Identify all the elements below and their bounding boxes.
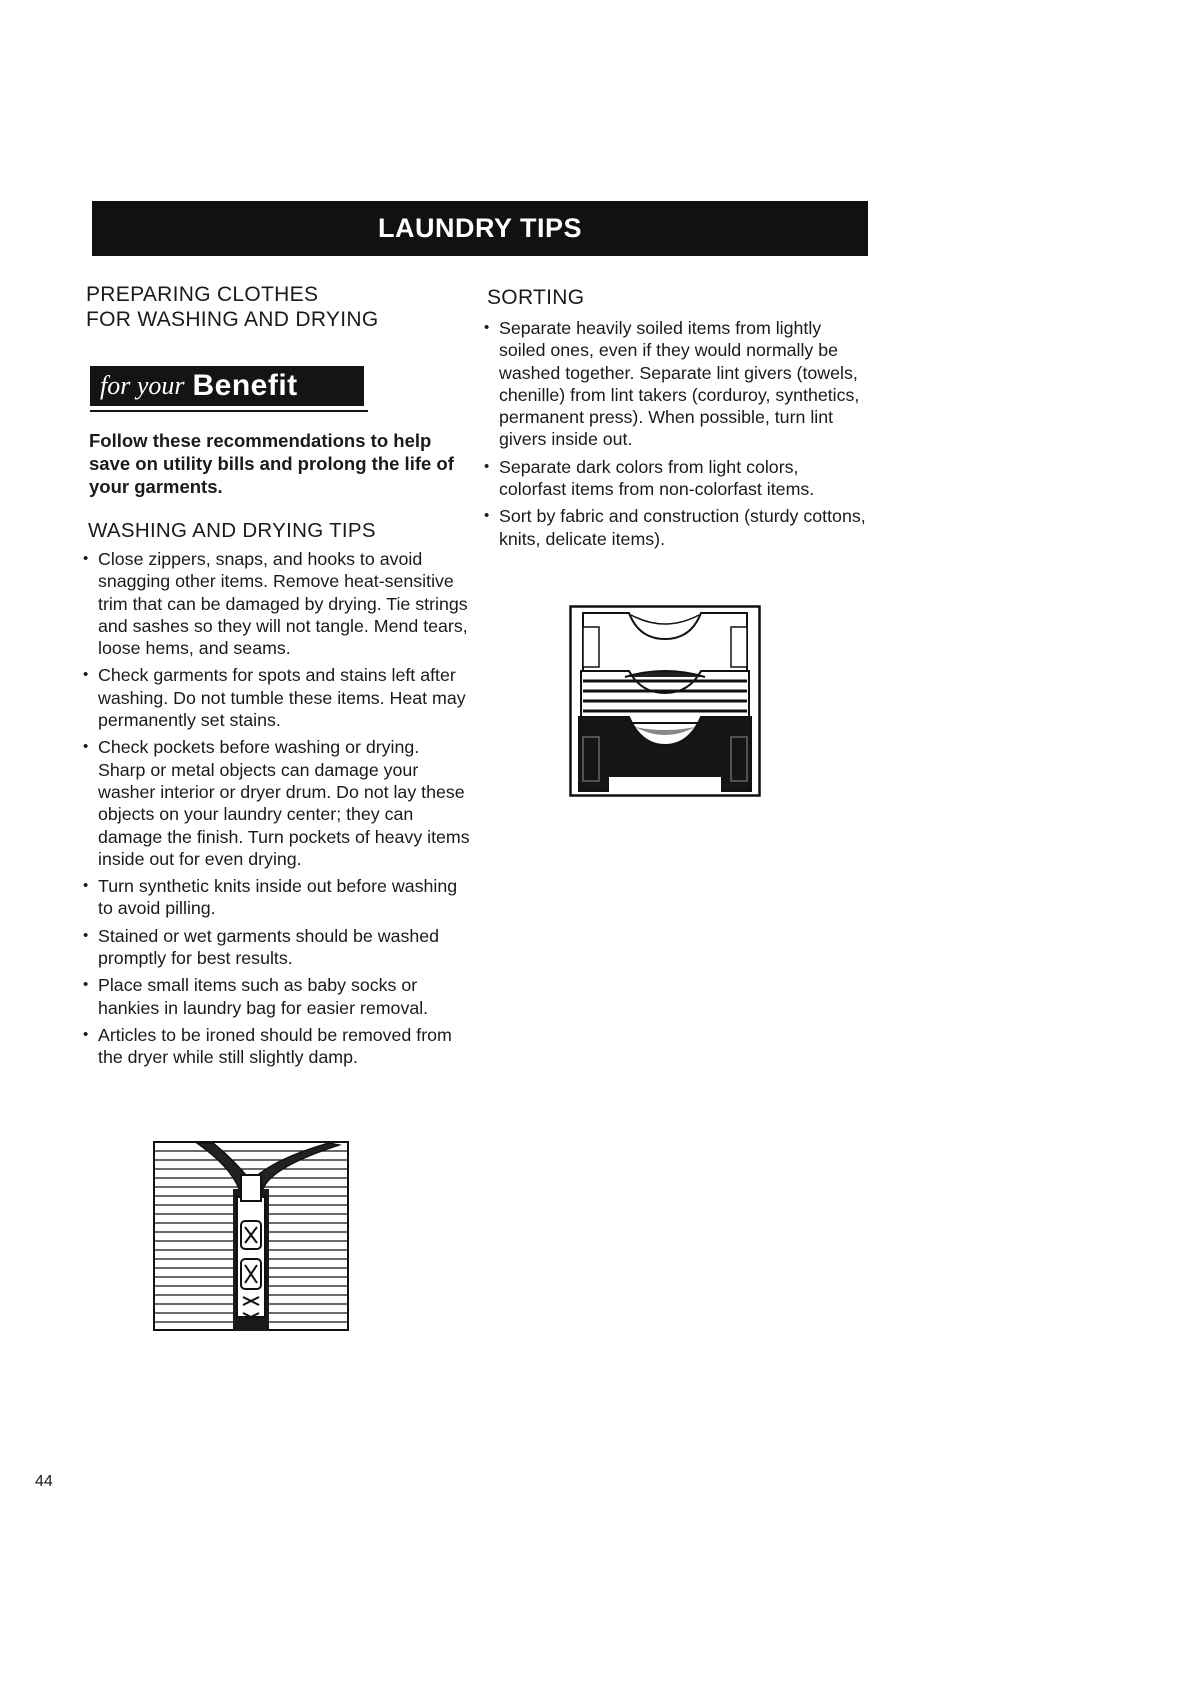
- zipper-illustration: [153, 1141, 349, 1331]
- page-number: 44: [35, 1473, 53, 1490]
- right-column: [487, 285, 867, 555]
- list-item: • Close zippers, snaps, and hooks to avoid snagging other items. Remove heat-sensitive trim that can be damaged by drying. Tie strings and sashes so they will not tangle. Mend tears, loose hems, and seams.: [86, 548, 471, 659]
- badge-bold-text: Benefit: [192, 369, 298, 402]
- sorting-tips-list: [487, 317, 867, 550]
- list-item: • Sort by fabric and construction (sturdy cottons, knits, delicate items).: [487, 505, 867, 550]
- list-item: • Place small items such as baby socks or hankies in laundry bag for easier removal.: [86, 974, 471, 1019]
- washing-tips-list: [86, 548, 471, 1069]
- washing-drying-tips-heading: WASHING AND DRYING TIPS: [88, 519, 376, 542]
- list-item: • Check garments for spots and stains left after washing. Do not tumble these items. Heat may permanently set stains.: [86, 664, 471, 731]
- section-title: LAUNDRY TIPS: [377, 213, 583, 243]
- list-item: • Stained or wet garments should be washed promptly for best results.: [86, 925, 471, 970]
- list-item: • Separate dark colors from light colors, colorfast items from non-colorfast items.: [487, 456, 867, 501]
- list-item: • Articles to be ironed should be removed from the dryer while still slightly damp.: [86, 1024, 471, 1069]
- sorting-heading: SORTING: [487, 286, 585, 309]
- list-item: • Separate heavily soiled items from lightly soiled ones, even if they would normally be washed together. Separate lint givers (towels, chenille) from lint takers (corduroy, synthetics, permanent press). When possible, turn lint givers inside out.: [487, 317, 867, 451]
- benefit-intro: Follow these recommendations to help save on utility bills and prolong the life of your garments.: [89, 430, 454, 497]
- preparing-heading-line2: FOR WASHING AND DRYING: [86, 308, 379, 331]
- sorted-shirts-illustration: [569, 605, 761, 797]
- badge-italic-text: for your: [100, 371, 185, 400]
- list-item: • Check pockets before washing or drying. Sharp or metal objects can damage your washer interior or dryer drum. Do not lay these objects on your laundry center; they can damage the finish. Turn pockets of heavy items inside out for even drying.: [86, 736, 471, 870]
- preparing-heading-line1: PREPARING CLOTHES: [86, 283, 319, 306]
- list-item: • Turn synthetic knits inside out before washing to avoid pilling.: [86, 875, 471, 920]
- left-column: [86, 282, 471, 1074]
- for-your-benefit-badge: [90, 366, 364, 406]
- section-title-bar: [92, 201, 868, 256]
- preparing-heading: [86, 282, 471, 332]
